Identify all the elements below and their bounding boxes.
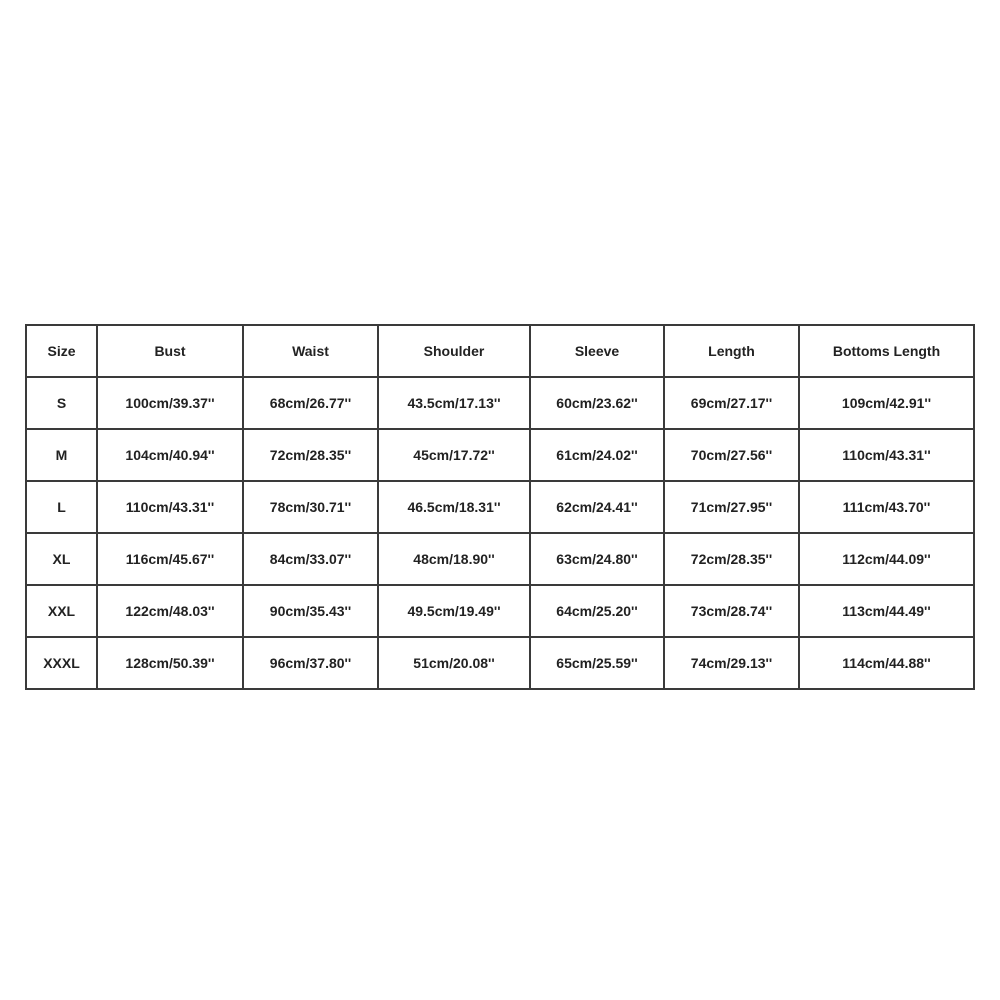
cell-bust: 110cm/43.31''	[97, 481, 243, 533]
cell-shoulder: 45cm/17.72''	[378, 429, 530, 481]
cell-bottoms-length: 112cm/44.09''	[799, 533, 974, 585]
cell-bottoms-length: 111cm/43.70''	[799, 481, 974, 533]
cell-waist: 72cm/28.35''	[243, 429, 378, 481]
cell-length: 73cm/28.74''	[664, 585, 799, 637]
cell-bottoms-length: 109cm/42.91''	[799, 377, 974, 429]
cell-sleeve: 62cm/24.41''	[530, 481, 664, 533]
cell-size: M	[26, 429, 97, 481]
cell-bust: 104cm/40.94''	[97, 429, 243, 481]
header-sleeve: Sleeve	[530, 325, 664, 377]
table-row	[26, 377, 974, 429]
cell-waist: 96cm/37.80''	[243, 637, 378, 689]
cell-shoulder: 48cm/18.90''	[378, 533, 530, 585]
cell-shoulder: 43.5cm/17.13''	[378, 377, 530, 429]
table-row	[26, 481, 974, 533]
cell-waist: 90cm/35.43''	[243, 585, 378, 637]
cell-sleeve: 61cm/24.02''	[530, 429, 664, 481]
cell-waist: 68cm/26.77''	[243, 377, 378, 429]
cell-length: 74cm/29.13''	[664, 637, 799, 689]
cell-bottoms-length: 110cm/43.31''	[799, 429, 974, 481]
cell-length: 71cm/27.95''	[664, 481, 799, 533]
header-row	[26, 325, 974, 377]
cell-shoulder: 51cm/20.08''	[378, 637, 530, 689]
cell-sleeve: 63cm/24.80''	[530, 533, 664, 585]
cell-bust: 128cm/50.39''	[97, 637, 243, 689]
cell-length: 72cm/28.35''	[664, 533, 799, 585]
cell-sleeve: 65cm/25.59''	[530, 637, 664, 689]
cell-bust: 122cm/48.03''	[97, 585, 243, 637]
cell-sleeve: 64cm/25.20''	[530, 585, 664, 637]
table-row	[26, 533, 974, 585]
cell-size: L	[26, 481, 97, 533]
header-waist: Waist	[243, 325, 378, 377]
header-bottoms-length: Bottoms Length	[799, 325, 974, 377]
cell-shoulder: 49.5cm/19.49''	[378, 585, 530, 637]
cell-bottoms-length: 114cm/44.88''	[799, 637, 974, 689]
cell-size: XXL	[26, 585, 97, 637]
cell-bust: 100cm/39.37''	[97, 377, 243, 429]
size-chart-table	[25, 324, 975, 690]
cell-waist: 84cm/33.07''	[243, 533, 378, 585]
cell-length: 69cm/27.17''	[664, 377, 799, 429]
cell-waist: 78cm/30.71''	[243, 481, 378, 533]
table-row	[26, 585, 974, 637]
table-row	[26, 429, 974, 481]
cell-shoulder: 46.5cm/18.31''	[378, 481, 530, 533]
cell-size: XL	[26, 533, 97, 585]
cell-bust: 116cm/45.67''	[97, 533, 243, 585]
cell-size: S	[26, 377, 97, 429]
header-size: Size	[26, 325, 97, 377]
cell-size: XXXL	[26, 637, 97, 689]
header-shoulder: Shoulder	[378, 325, 530, 377]
table-row	[26, 637, 974, 689]
header-length: Length	[664, 325, 799, 377]
cell-sleeve: 60cm/23.62''	[530, 377, 664, 429]
cell-bottoms-length: 113cm/44.49''	[799, 585, 974, 637]
cell-length: 70cm/27.56''	[664, 429, 799, 481]
header-bust: Bust	[97, 325, 243, 377]
